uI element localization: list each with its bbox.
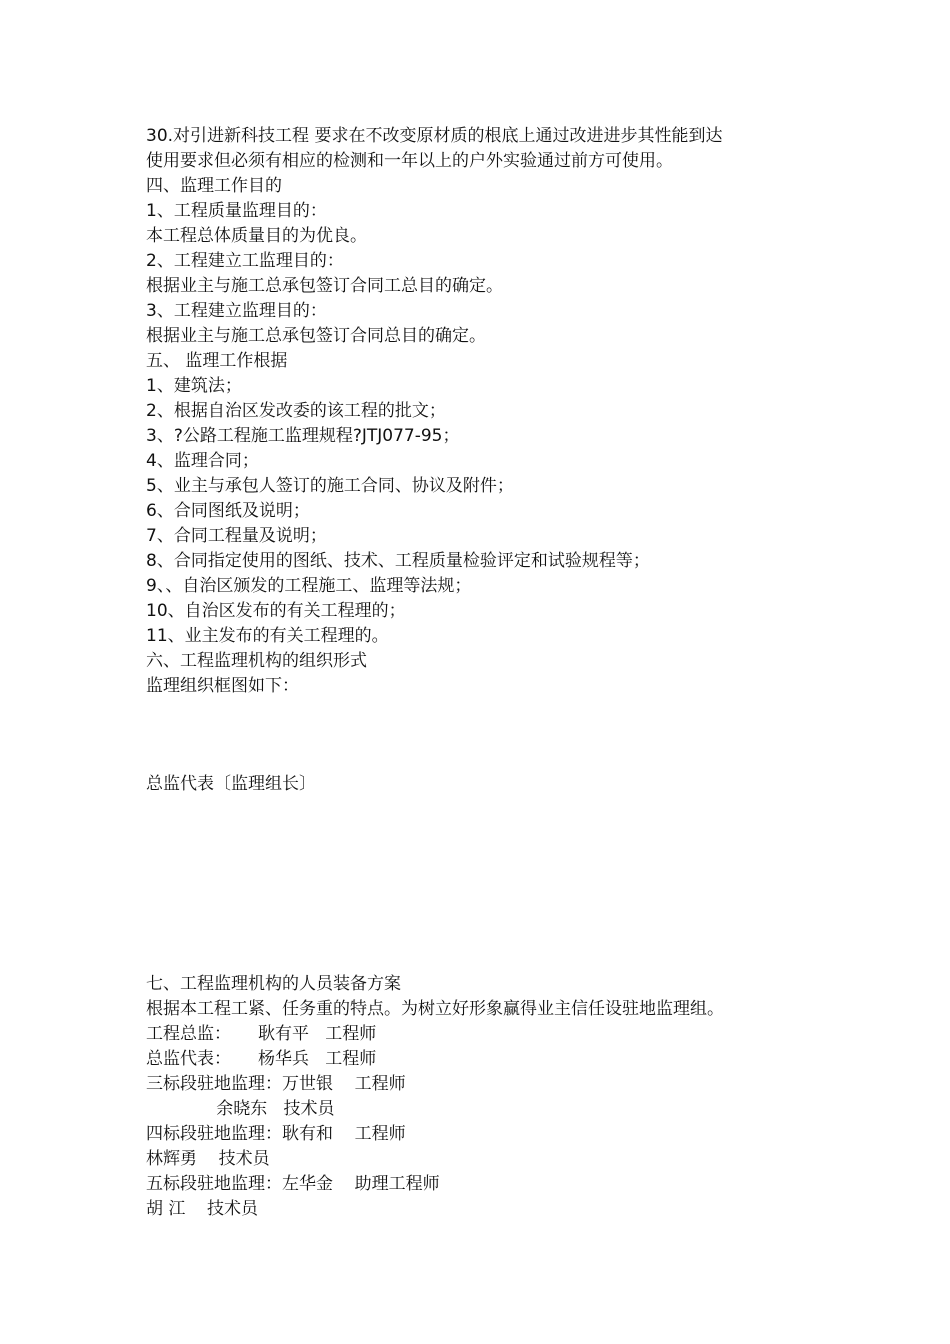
list-item: 1、建筑法； xyxy=(146,376,242,396)
list-item: 9、、自治区颁发的工程施工、监理等法规； xyxy=(146,576,472,596)
list-item: 3、?公路工程施工监理规程?JTJ077-95； xyxy=(146,426,460,446)
list-item: 6、合同图纸及说明； xyxy=(146,501,310,521)
list-item: 10、自治区发布的有关工程理的； xyxy=(146,601,406,621)
text-line: 根据业主与施工总承包签订合同总目的确定。 xyxy=(146,326,486,346)
list-item: 2、根据自治区发改委的该工程的批文； xyxy=(146,401,446,421)
text-line: 2、工程建立工监理目的： xyxy=(146,251,344,271)
staff-line: 林辉勇 技术员 xyxy=(146,1149,270,1169)
section-heading: 六、工程监理机构的组织形式 xyxy=(146,651,367,671)
text-line: 根据业主与施工总承包签订合同工总目的确定。 xyxy=(146,276,503,296)
staff-line: 余晓东 技术员 xyxy=(146,1099,335,1119)
list-item: 8、合同指定使用的图纸、技术、工程质量检验评定和试验规程等； xyxy=(146,551,650,571)
text-line: 30.对引进新科技工程 要求在不改变原材质的根底上通过改进进步其性能到达 xyxy=(146,126,723,146)
text-line: 根据本工程工紧、任务重的特点。为树立好形象赢得业主信任设驻地监理组。 xyxy=(146,999,724,1019)
staff-line: 五标段驻地监理：左华金 助理工程师 xyxy=(146,1174,440,1194)
text-line: 3、工程建立监理目的： xyxy=(146,301,327,321)
section-heading: 四、监理工作目的 xyxy=(146,176,282,196)
section-heading: 七、工程监理机构的人员装备方案 xyxy=(146,974,401,994)
text-line: 本工程总体质量目的为优良。 xyxy=(146,226,367,246)
section-heading: 五、 监理工作根据 xyxy=(146,351,288,371)
staff-line: 四标段驻地监理：耿有和 工程师 xyxy=(146,1124,406,1144)
text-line: 1、工程质量监理目的： xyxy=(146,201,327,221)
staff-line: 总监代表： 杨华兵 工程师 xyxy=(146,1049,377,1069)
org-chart-label: 总监代表〔监理组长〕 xyxy=(146,774,316,794)
list-item: 5、业主与承包人签订的施工合同、协议及附件； xyxy=(146,476,514,496)
staff-line: 工程总监： 耿有平 工程师 xyxy=(146,1024,377,1044)
text-line: 使用要求但必须有相应的检测和一年以上的户外实验通过前方可使用。 xyxy=(146,151,673,171)
list-item: 11、业主发布的有关工程理的。 xyxy=(146,626,389,646)
staff-line: 三标段驻地监理：万世银 工程师 xyxy=(146,1074,406,1094)
list-item: 4、监理合同； xyxy=(146,451,259,471)
list-item: 7、合同工程量及说明； xyxy=(146,526,327,546)
text-line: 监理组织框图如下： xyxy=(146,676,299,696)
staff-line: 胡 江 技术员 xyxy=(146,1199,259,1219)
